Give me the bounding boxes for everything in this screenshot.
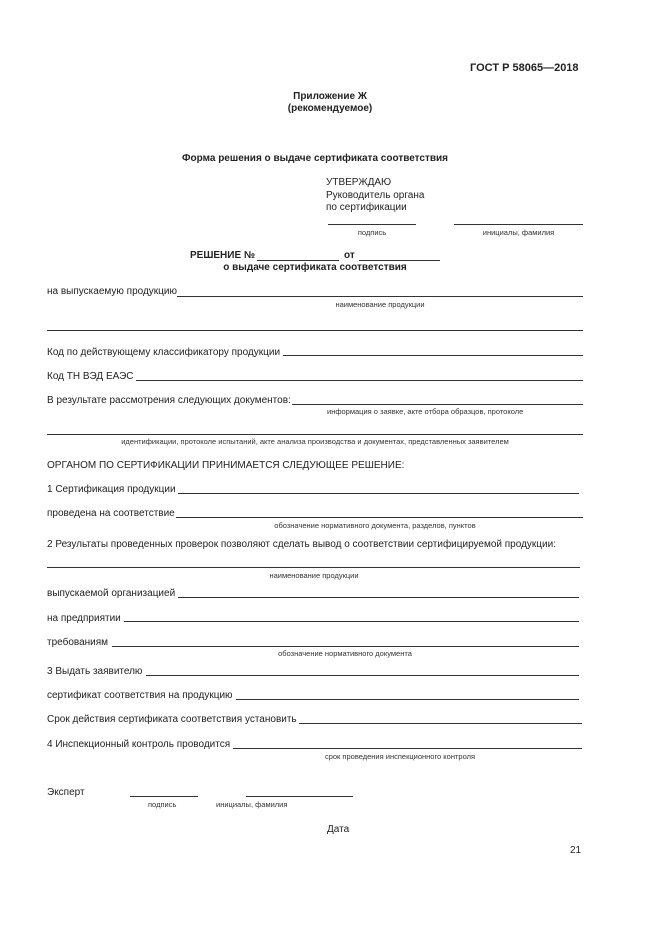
decision-number-label: РЕШЕНИЕ № <box>190 250 256 261</box>
conformity-caption: обозначение нормативного документа, разделов, пунктов <box>274 521 476 530</box>
item1-label: 1 Сертификация продукции <box>47 484 176 495</box>
classifier-label: Код по действующему классификатору продукции <box>47 347 281 358</box>
item1-line <box>178 493 579 494</box>
documents-label: В результате рассмотрения следующих документов: <box>47 395 291 406</box>
item2-caption: наименование продукции <box>269 571 359 580</box>
documents-line <box>292 404 583 405</box>
expert-name-caption: инициалы, фамилия <box>216 800 288 809</box>
conformity-label: проведена на соответствие <box>47 508 175 519</box>
form-title: Форма решения о выдаче сертификата соответствия <box>181 153 449 164</box>
product-line <box>177 296 583 297</box>
documents-caption-2: идентификации, протоколе испытаний, акте анализа производства и документах, представленных заявителем <box>121 437 509 446</box>
documents-line-2 <box>47 434 583 435</box>
certificate-label: сертификат соответствия на продукцию <box>47 690 233 701</box>
expert-signature-caption: подпись <box>148 800 177 809</box>
decision-date-line <box>359 260 440 261</box>
approval-name-line <box>454 224 583 225</box>
enterprise-label: на предприятии <box>47 613 121 624</box>
item2-line <box>47 567 580 568</box>
conformity-line <box>176 517 583 518</box>
classifier-line <box>283 355 583 356</box>
tnved-label: Код ТН ВЭД ЕАЭС <box>47 371 134 382</box>
item4-label: 4 Инспекционный контроль проводится <box>47 739 231 750</box>
requirements-line <box>112 646 579 647</box>
expert-signature-line <box>130 796 198 797</box>
approval-head-line2: по сертификации <box>326 202 407 213</box>
item4-caption: срок проведения инспекционного контроля <box>324 752 476 761</box>
item2-label: 2 Результаты проведенных проверок позволяют сделать вывод о соответствии сертифицируемой продукции: <box>47 539 556 550</box>
decision-number-line <box>257 260 339 261</box>
requirements-label: требованиям <box>47 637 109 648</box>
validity-line <box>299 723 582 724</box>
item3-line <box>146 675 579 676</box>
enterprise-line <box>124 621 579 622</box>
approval-head-line1: Руководитель органа <box>326 190 425 201</box>
item3-label: 3 Выдать заявителю <box>47 666 143 677</box>
certificate-line <box>236 699 579 700</box>
decision-date-label: от <box>344 250 355 261</box>
document-code: ГОСТ Р 58065—2018 <box>470 62 579 74</box>
approval-name-caption: инициалы, фамилия <box>482 228 555 237</box>
tnved-line <box>136 380 583 381</box>
appendix-subtitle: (рекомендуемое) <box>287 103 373 114</box>
approval-signature-caption: подпись <box>357 228 387 237</box>
product-line-2 <box>47 330 583 331</box>
appendix-title: Приложение Ж <box>293 91 367 102</box>
organization-label: выпускаемой организацией <box>47 588 176 599</box>
expert-name-line <box>246 796 353 797</box>
decision-statement: ОРГАНОМ ПО СЕРТИФИКАЦИИ ПРИНИМАЕТСЯ СЛЕДУЮЩЕЕ РЕШЕНИЕ: <box>47 460 405 471</box>
date-label: Дата <box>327 824 350 835</box>
page-number: 21 <box>570 845 582 856</box>
product-label: на выпускаемую продукцию <box>47 286 177 297</box>
product-caption: наименование продукции <box>335 300 425 309</box>
approval-label: УТВЕРЖДАЮ <box>326 177 392 188</box>
validity-label: Срок действия сертификата соответствия установить <box>47 714 297 725</box>
requirements-caption: обозначение нормативного документа <box>278 649 412 658</box>
documents-caption-1: информация о заявке, акте отбора образцов, протоколе <box>327 407 524 416</box>
approval-signature-line <box>328 224 416 225</box>
expert-label: Эксперт <box>47 787 85 798</box>
decision-subject: о выдаче сертификата соответствия <box>223 262 407 273</box>
item4-line <box>233 748 582 749</box>
organization-line <box>178 597 579 598</box>
